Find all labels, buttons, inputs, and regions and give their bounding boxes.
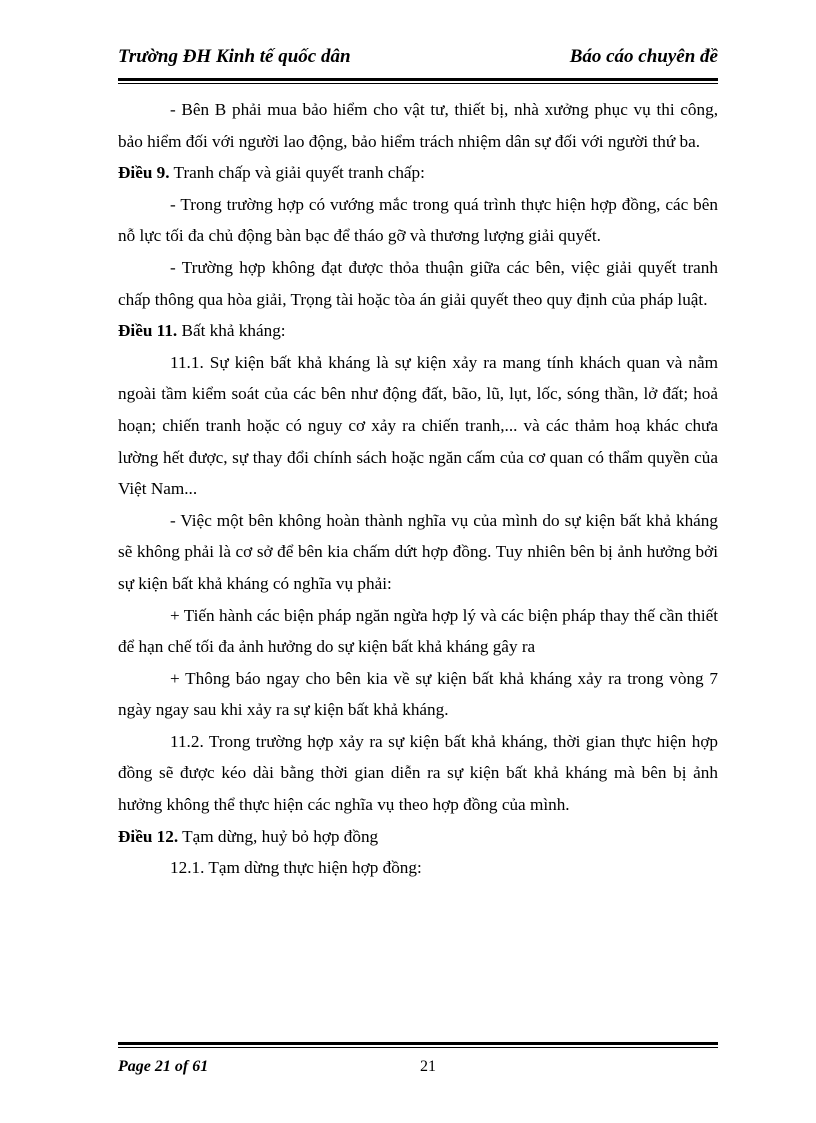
footer-rule-thin xyxy=(118,1047,718,1048)
header-rule xyxy=(118,78,718,81)
paragraph: - Trường hợp không đạt được thỏa thuận giữa các bên, việc giải quyết tranh chấp thông qua hòa giải, Trọng tài hoặc tòa án giải quyết theo quy định của pháp luật. xyxy=(118,257,718,309)
footer-rule xyxy=(118,1042,718,1045)
page-indicator: Page 21 of 61 xyxy=(118,1058,209,1075)
header-university: Trường ĐH Kinh tế quốc dân xyxy=(118,46,351,67)
header-rule-thin xyxy=(118,83,718,84)
paragraph: + Thông báo ngay cho bên kia về sự kiện bất khả kháng xảy ra trong vòng 7 ngày ngay sau khi xảy ra sự kiện bất khả kháng. xyxy=(118,668,718,720)
article-heading: Điều 11. Bất khả kháng: xyxy=(118,321,286,341)
article-heading: Điều 12. Tạm dừng, huỷ bỏ hợp đồng xyxy=(118,826,379,846)
page-number: 21 xyxy=(420,1058,436,1075)
paragraph: - Trong trường hợp có vướng mắc trong quá trình thực hiện hợp đồng, các bên nỗ lực tối đa chủ động bàn bạc để tháo gỡ và thương lượng giải quyết. xyxy=(118,194,718,246)
paragraph: + Tiến hành các biện pháp ngăn ngừa hợp lý và các biện pháp thay thế cần thiết để hạn chế tối đa ảnh hưởng do sự kiện bất khả kháng gây ra xyxy=(118,605,718,657)
paragraph: - Bên B phải mua bảo hiểm cho vật tư, thiết bị, nhà xưởng phục vụ thi công, bảo hiểm đối với người lao động, bảo hiểm trách nhiệm dân sự đối với người thứ ba. xyxy=(118,100,718,151)
header-report-title: Báo cáo chuyên đề xyxy=(569,46,718,67)
paragraph: 12.1. Tạm dừng thực hiện hợp đồng: xyxy=(170,858,422,878)
article-heading: Điều 9. Tranh chấp và giải quyết tranh chấp: xyxy=(118,163,425,183)
paragraph: 11.1. Sự kiện bất khả kháng là sự kiện xảy ra mang tính khách quan và nằm ngoài tầm kiểm soát của các bên như động đất, bão, lũ, lụt, lốc, sóng thần, lở đất; hoả hoạn; chiến tranh hoặc có nguy cơ xảy ra chiến tranh,... và các thảm hoạ khác chưa lường hết được, sự thay đổi chính sách hoặc ngăn cấm của cơ quan có thẩm quyền của Việt Nam... xyxy=(118,352,718,499)
document-body xyxy=(118,94,718,884)
page-header xyxy=(118,46,718,76)
paragraph: 11.2. Trong trường hợp xảy ra sự kiện bất khả kháng, thời gian thực hiện hợp đồng sẽ được kéo dài bằng thời gian diễn ra sự kiện bất khả kháng mà bên bị ảnh hưởng không thể thực hiện các nghĩa vụ theo hợp đồng của mình. xyxy=(118,731,718,815)
paragraph: - Việc một bên không hoàn thành nghĩa vụ của mình do sự kiện bất khả kháng sẽ không phải là cơ sở để bên kia chấm dứt hợp đồng. Tuy nhiên bên bị ảnh hưởng bởi sự kiện bất khả kháng có nghĩa vụ phải: xyxy=(118,510,718,593)
